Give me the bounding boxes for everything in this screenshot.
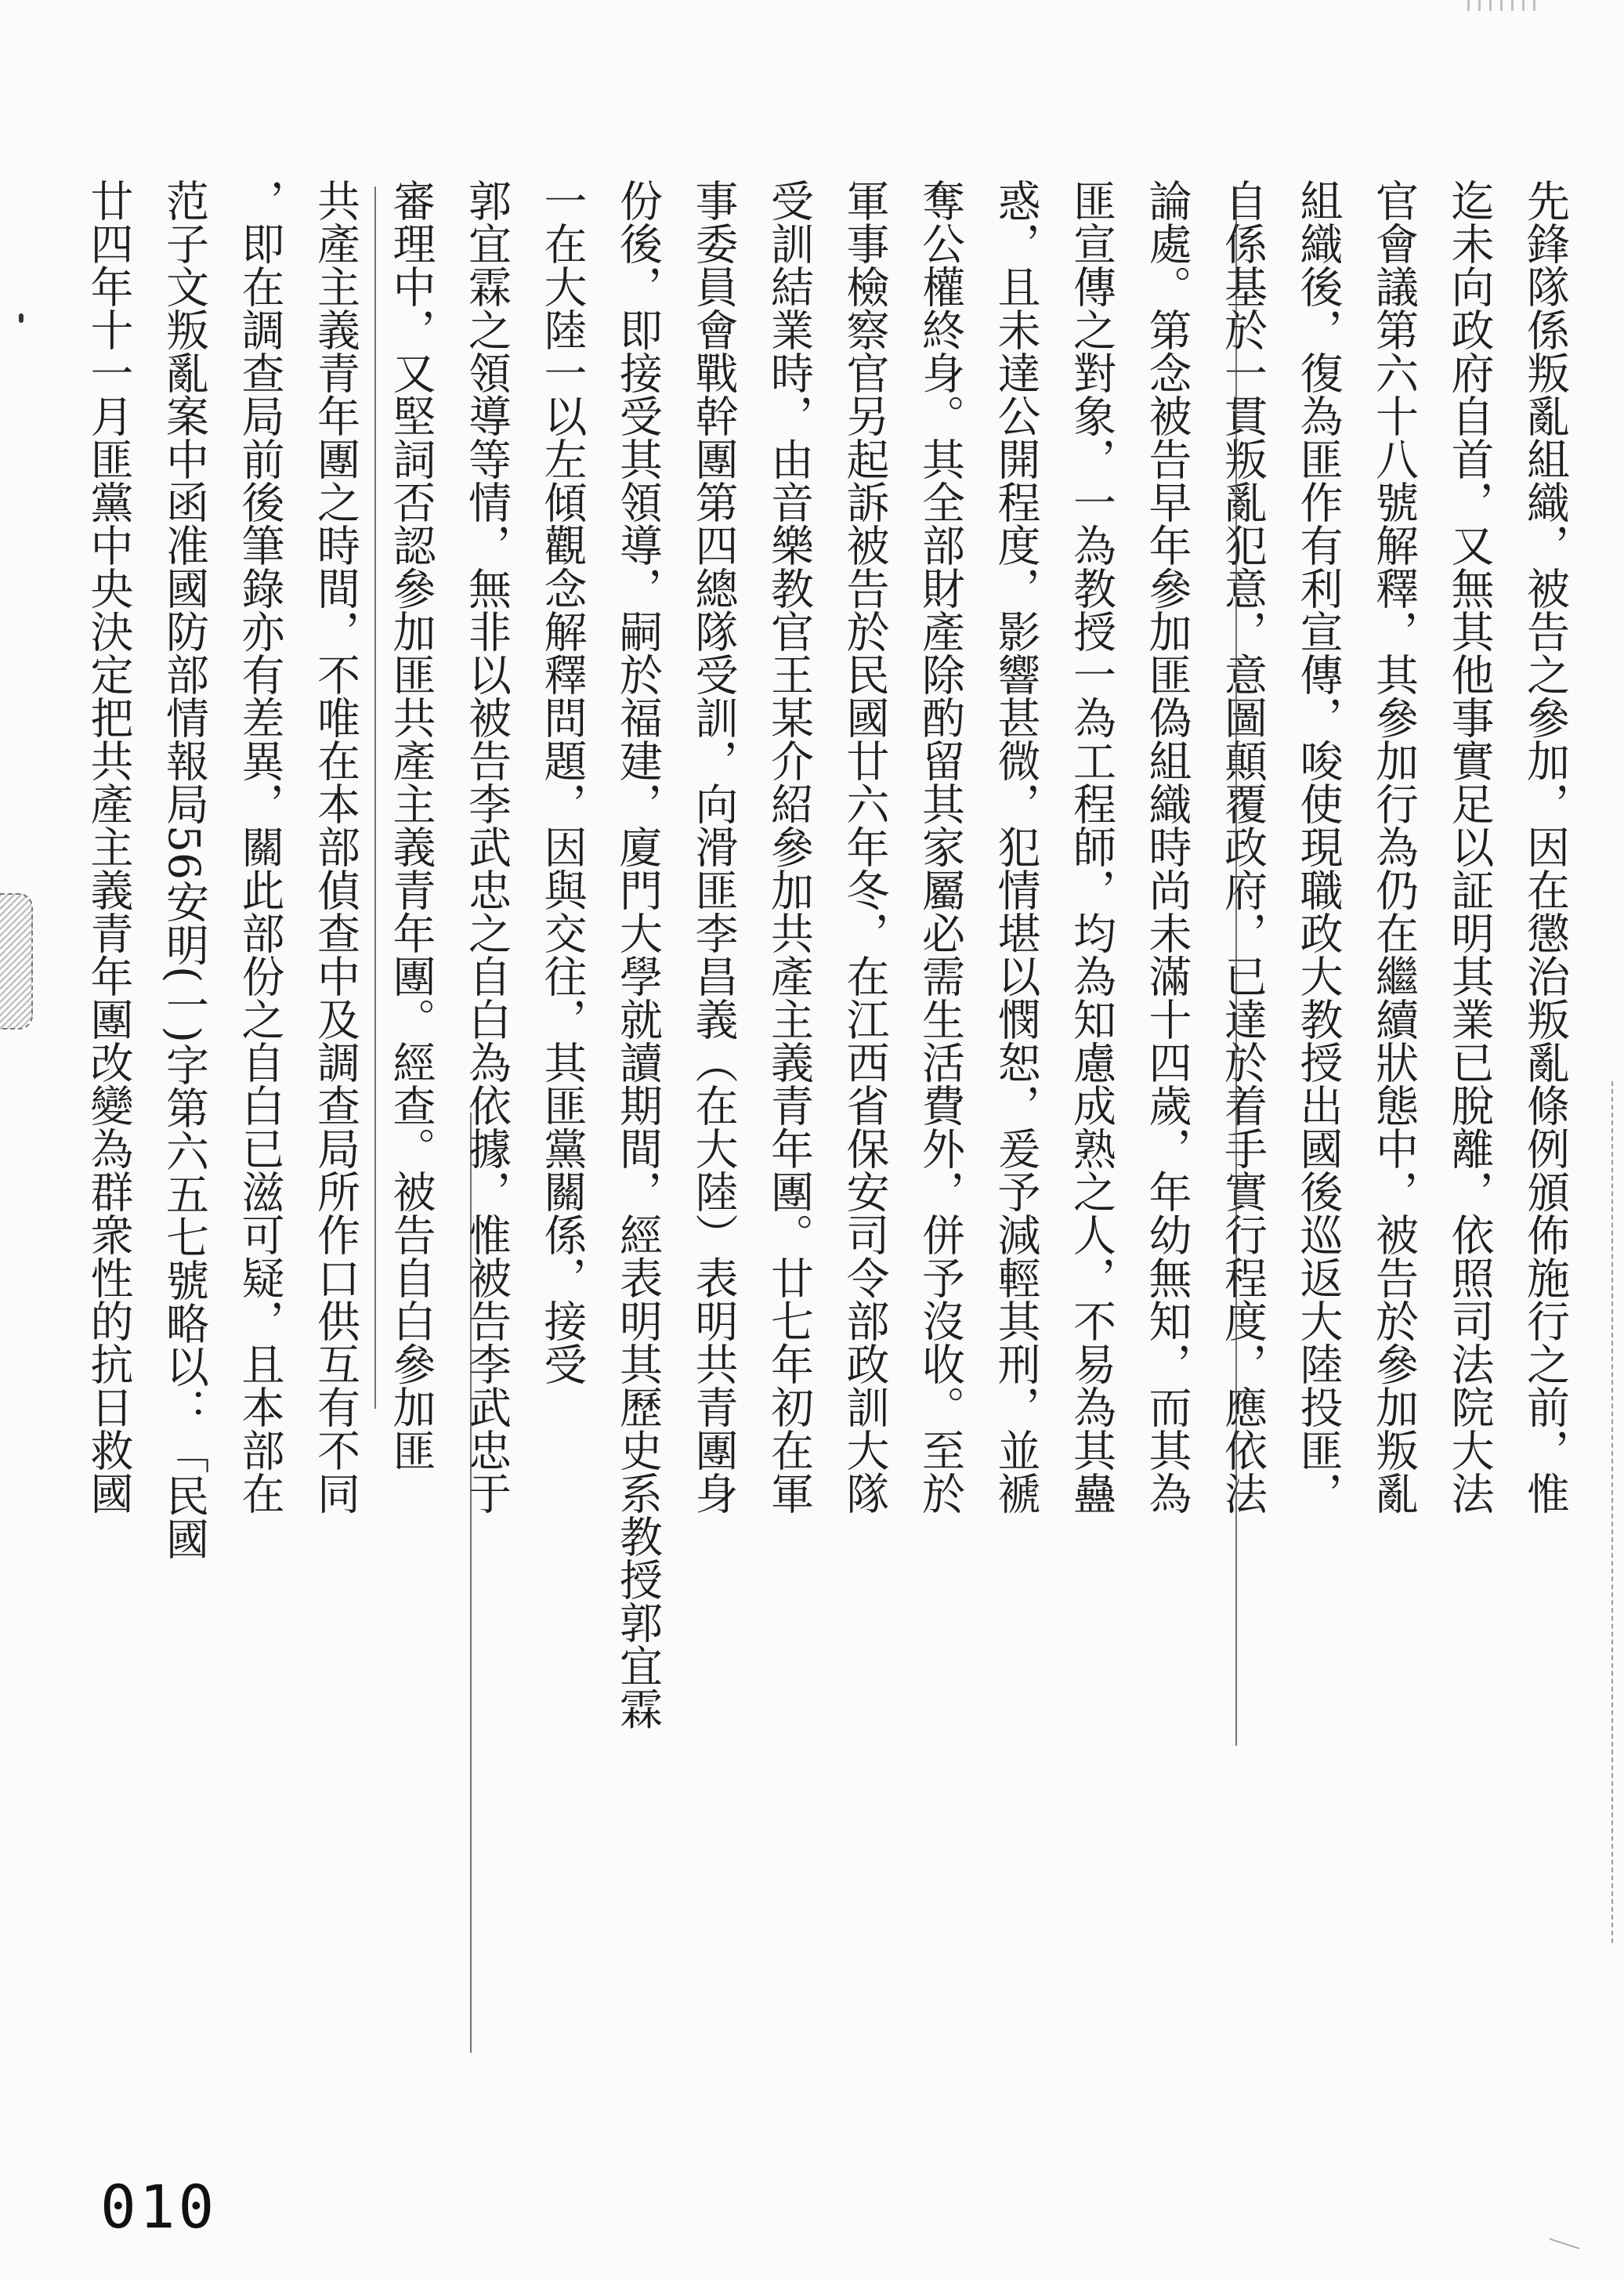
text-column (827, 179, 902, 2075)
column-text: 范子文叛亂案中函准國防部情報局56安明(一)字第六五七號略以：「民國 (159, 179, 209, 1560)
scan-artifact (1611, 1081, 1618, 1943)
text-column (1130, 179, 1205, 2075)
text-column (978, 179, 1054, 2075)
column-text: 奪公權終身。其全部財產除酌留其家屬必需生活費外，併予沒收。至於 (915, 179, 965, 1515)
text-column (1432, 179, 1507, 2075)
text-column (449, 179, 524, 2075)
margin-rule (1235, 186, 1237, 1746)
column-text: 自係基於一貫叛亂犯意，意圖顛覆政府，已達於着手實行程度，應依法 (1217, 179, 1268, 1515)
column-text: 匪宣傳之對象，一為教授一為工程師，均為知慮成熟之人，不易為其蠱 (1066, 179, 1116, 1515)
text-column (1356, 179, 1431, 2075)
scan-artifact (1467, 0, 1538, 11)
text-column (525, 179, 600, 2075)
column-text: 廿四年十一月匪黨中央決定把共產主義青年團改變為群衆性的抗日救國 (83, 179, 134, 1515)
page-number: 010 (100, 2172, 218, 2242)
text-column (298, 179, 373, 2075)
scan-artifact (0, 893, 33, 1030)
text-column (751, 179, 826, 2075)
column-text: 官會議第六十八號解釋，其參加行為仍在繼續狀態中，被告於參加叛亂 (1369, 179, 1419, 1515)
column-text: 論處。第念被告早年參加匪偽組織時尚未滿十四歲，年幼無知，而其為 (1141, 179, 1192, 1515)
column-text: 郭宜霖之領導等情，無非以被告李武忠之自白為依據，惟被告李武忠于 (461, 179, 512, 1515)
column-text: 受訓結業時，由音樂教官王某介紹參加共產主義青年團。廿七年初在軍 (764, 179, 814, 1515)
text-column (146, 179, 222, 2075)
text-column (902, 179, 978, 2075)
column-text: 組織後，復為匪作有利宣傳，唆使現職政大教授出國後巡返大陸投匪， (1293, 179, 1344, 1515)
column-text: 先鋒隊係叛亂組織，被告之參加，因在懲治叛亂條例頒佈施行之前，惟 (1520, 179, 1570, 1515)
text-column (1205, 179, 1280, 2075)
margin-rule (374, 186, 376, 1409)
text-column (600, 179, 675, 2075)
column-text: 軍事檢察官另起訴被告於民國廿六年冬，在江西省保安司令部政訓大隊 (839, 179, 890, 1515)
column-text: 迄未向政府自首，又無其他事實足以証明其業已脫離，依照司法院大法 (1444, 179, 1495, 1515)
column-text: 份後，即接受其領導，嗣於福建，廈門大學就讀期間，經表明其歷史系教授郭宜霖 (613, 179, 663, 1730)
column-text: 共產主義青年團之時間，不唯在本部偵查中及調查局所作口供互有不同 (310, 179, 360, 1515)
column-text: 事委員會戰幹團第四總隊受訓，向滑匪李昌義（在大陸）表明共青團身 (688, 179, 739, 1515)
text-column (1281, 179, 1356, 2075)
text-column (222, 179, 298, 2075)
text-column (374, 179, 449, 2075)
text-column (1507, 179, 1582, 2075)
margin-rule (470, 1113, 472, 2053)
text-column (676, 179, 751, 2075)
column-text: 惑，且未達公開程度，影響甚微，犯情堪以憫恕，爰予減輕其刑，並褫 (990, 179, 1041, 1515)
column-text: ，即在調查局前後筆錄亦有差異，關此部份之自白已滋可疑，且本部在 (234, 179, 285, 1515)
column-text: 一在大陸一以左傾觀念解釋問題，因與交往，其匪黨關係，接受 (537, 179, 588, 1385)
column-text: 審理中，又堅詞否認參加匪共產主義青年團。經查。被告自白參加匪 (385, 179, 436, 1471)
scan-artifact (19, 313, 24, 323)
text-column (71, 179, 146, 2075)
text-column (1054, 179, 1129, 2075)
